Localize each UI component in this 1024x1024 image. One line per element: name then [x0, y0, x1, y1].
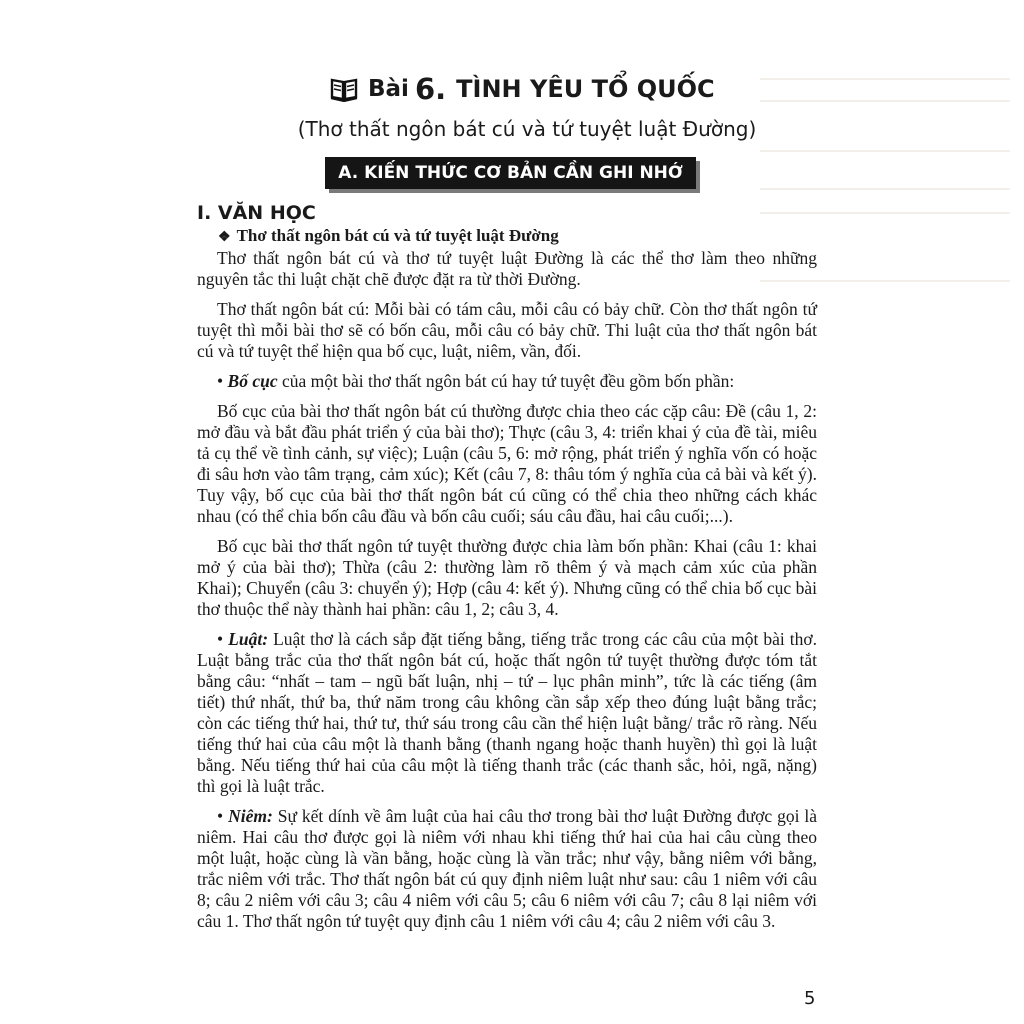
- section-heading: I. VĂN HỌC: [197, 202, 316, 224]
- bo-cuc-label: Bố cục: [227, 371, 278, 391]
- niem-label: Niêm:: [228, 806, 273, 826]
- bullet: •: [217, 371, 224, 391]
- niem-text: Sự kết dính về âm luật của hai câu thơ trong bài thơ luật Đường được gọi là niêm. Hai câu thơ được gọi là niêm với nhau khi tiếng thứ hai của hai câu cùng theo một luật, hoặc cùng là vần bằng, hoặc cùng là vần trắc; như vậy, bằng niêm với bằng, trắc niêm với trắc. Thơ thất ngôn bát cú quy định niêm luật như sau: câu 1 niêm với câu 8; câu 2 niêm với câu 3; câu 4 niêm với câu 5; câu 6 niêm với câu 7; câu 8 lại niêm với câu 1. Thơ thất ngôn tứ tuyệt quy định câu 1 niêm với câu 4; câu 2 niêm với câu 3.: [197, 806, 818, 931]
- open-book-icon: [330, 76, 358, 102]
- paragraph: Bố cục của bài thơ thất ngôn bát cú thường được chia theo các cặp câu: Đề (câu 1, 2: mở đầu và bắt đầu phát triển ý của bài thơ); Thực (câu 3, 4: triển khai ý của đề tài, miêu tả cụ thể về tình cảnh, sự việc); Luận (câu 5, 6: mở rộng, phát triển ý nghĩa vốn có hoặc đi sâu hơn vào tâm trạng, cảm xúc); Kết (câu 7, 8: thâu tóm ý nghĩa của cả bài và kết ý). Tuy vậy, bố cục của bài thơ thất ngôn bát cú cũng có thể chia theo những cách khác nhau (có thể chia bốn câu đầu và bốn câu cuối; sáu câu đầu, hai câu cuối;...).: [197, 401, 817, 526]
- diamond-bullet-icon: ❖: [218, 230, 231, 245]
- bo-cuc-lead: của một bài thơ thất ngôn bát cú hay tứ tuyệt đều gồm bốn phần:: [277, 371, 735, 391]
- paragraph: Thơ thất ngôn bát cú: Mỗi bài có tám câu, mỗi câu có bảy chữ. Còn thơ thất ngôn tứ tuyệt thì mỗi bài thơ sẽ có bốn câu, mỗi câu có bảy chữ. Thi luật của thơ thất ngôn bát cú và tứ tuyệt thể hiện qua bố cục, luật, niêm, vần, đối.: [197, 299, 817, 361]
- paragraph: Thơ thất ngôn bát cú và thơ tứ tuyệt luật Đường là các thể thơ làm theo những nguyên tắc thi luật chặt chẽ được đặt ra từ thời Đường.: [197, 248, 817, 289]
- bleed-through-line: [760, 188, 1010, 190]
- luat-label: Luật:: [228, 629, 269, 649]
- bleed-through-line: [760, 212, 1010, 214]
- luat-text: Luật thơ là cách sắp đặt tiếng bằng, tiếng trắc trong các câu của một bài thơ. Luật bằng trắc của thơ thất ngôn bát cú, hoặc thất ngôn tứ tuyệt thường được tóm tắt bằng câu: “nhất – tam – ngũ bất luận, nhị – tứ – lục phân minh”, tức là các tiếng (âm tiết) thứ nhất, thứ ba, thứ năm trong câu không cần sắp xếp theo đúng luật bằng trắc; còn các tiếng thứ hai, thứ tư, thứ sáu trong câu cần thể hiện luật bằng/ trắc rõ ràng. Nếu tiếng thứ hai của câu một là thanh bằng (thanh ngang hoặc thanh huyền) thì gọi là luật bằng. Nếu tiếng thứ hai của câu một là tiếng thanh trắc (các thanh sắc, hỏi, ngã, nặng) thì gọi là luật trắc.: [197, 629, 817, 796]
- bullet: •: [217, 629, 224, 649]
- section-banner: A. KIẾN THỨC CƠ BẢN CẦN GHI NHỚ: [325, 157, 696, 189]
- bullet: •: [217, 806, 224, 826]
- title-main: TÌNH YÊU TỔ QUỐC: [456, 75, 715, 103]
- bo-cuc-paragraph: [197, 371, 817, 392]
- lesson-title: [330, 72, 715, 106]
- bleed-through-line: [760, 78, 1010, 80]
- page-number: 5: [804, 988, 816, 1009]
- title-number: 6.: [414, 72, 447, 106]
- title-prefix: Bài: [368, 76, 409, 102]
- lesson-subtitle: (Thơ thất ngôn bát cú và tứ tuyệt luật Đường): [297, 117, 757, 141]
- sub-heading: [218, 226, 559, 246]
- luat-paragraph: [197, 629, 817, 797]
- bleed-through-line: [760, 150, 1010, 152]
- niem-paragraph: [197, 806, 817, 932]
- sub-heading-text: Thơ thất ngôn bát cú và tứ tuyệt luật Đường: [236, 226, 559, 245]
- paragraph: Bố cục bài thơ thất ngôn tứ tuyệt thường được chia làm bốn phần: Khai (câu 1: khai mở ý của bài thơ); Thừa (câu 2: thường làm rõ thêm ý và mạch cảm xúc của phần Khai); Chuyển (câu 3: chuyển ý); Hợp (câu 4: kết ý). Nhưng cũng có thể chia bố cục bài thơ thuộc thể này thành hai phần: câu 1, 2; câu 3, 4.: [197, 536, 817, 619]
- bleed-through-line: [760, 100, 1010, 102]
- body-text: [197, 248, 817, 941]
